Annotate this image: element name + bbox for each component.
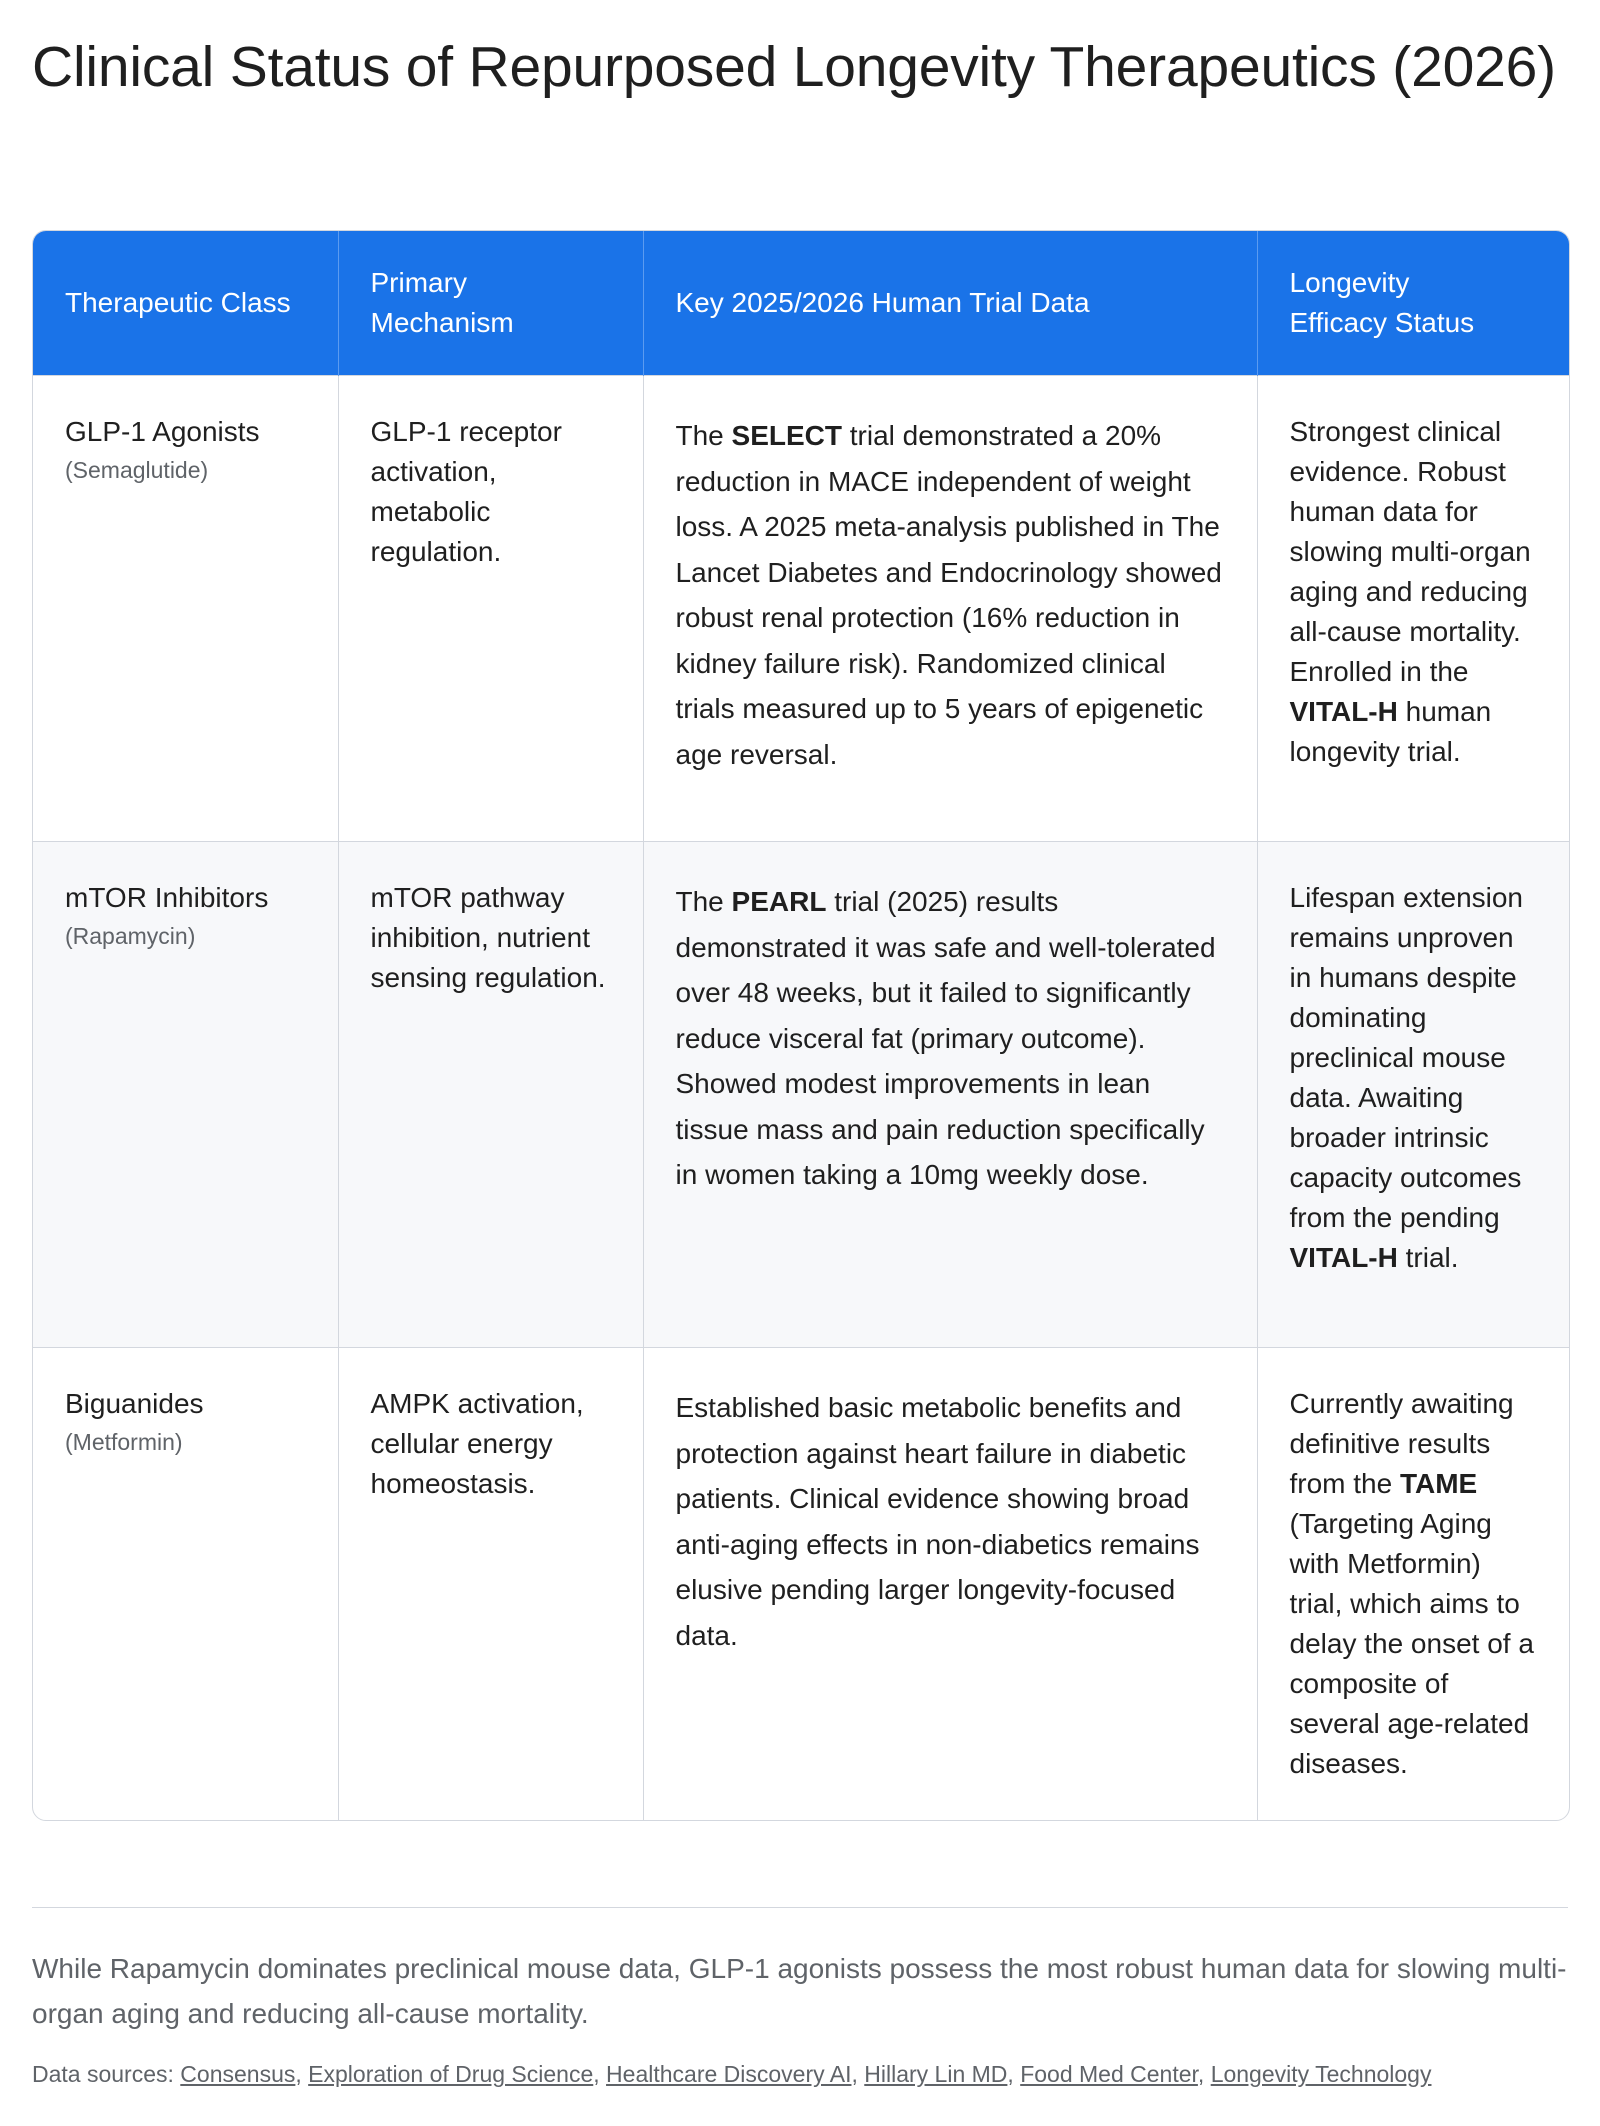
source-link-exploration-of-drug-science[interactable]: Exploration of Drug Science: [308, 2061, 594, 2087]
status-text: Strongest clinical evidence. Robust human data for slowing multi-organ aging and reducing all-cause mortality. Enrolled in the: [1289, 416, 1531, 687]
trial-text: The: [675, 420, 732, 451]
table-header-row: [33, 231, 1569, 376]
trial-text: The: [675, 886, 732, 917]
header-trial-data: Key 2025/2026 Human Trial Data: [643, 231, 1257, 376]
table-row: [33, 376, 1569, 842]
summary-text: While Rapamycin dominates preclinical mouse data, GLP-1 agonists possess the most robust human data for slowing multi-organ aging and reducing all-cause mortality.: [32, 1953, 1567, 2029]
status-trial-name: TAME: [1399, 1468, 1478, 1499]
mechanism-cell: AMPK activation, cellular energy homeostasis.: [338, 1348, 643, 1821]
trial-cell: [643, 842, 1257, 1348]
divider: [32, 1907, 1568, 1908]
status-cell: [1257, 842, 1569, 1348]
class-name: mTOR Inhibitors: [65, 882, 269, 913]
class-name: GLP-1 Agonists: [65, 416, 260, 447]
status-text: (Targeting Aging with Metformin) trial, which aims to delay the onset of a composite of several age-related diseases.: [1289, 1508, 1534, 1779]
header-therapeutic-class: Therapeutic Class: [33, 231, 338, 376]
trial-name: PEARL: [731, 886, 827, 917]
trial-name: SELECT: [731, 420, 842, 451]
sources-separator: ,: [1007, 2061, 1021, 2087]
header-efficacy-status: Longevity Efficacy Status: [1257, 231, 1569, 376]
page-title: Clinical Status of Repurposed Longevity Therapeutics (2026): [32, 35, 1556, 99]
status-trial-name: VITAL-H: [1289, 696, 1398, 727]
sources-separator: ,: [593, 2061, 607, 2087]
mechanism-cell: mTOR pathway inhibition, nutrient sensing regulation.: [338, 842, 643, 1348]
class-cell: [33, 1348, 338, 1821]
source-link-hillary-lin-md[interactable]: Hillary Lin MD: [864, 2061, 1008, 2087]
status-trial-name: VITAL-H: [1289, 1242, 1398, 1273]
table-row: [33, 842, 1569, 1348]
source-link-longevity-technology[interactable]: Longevity Technology: [1210, 2061, 1432, 2087]
status-cell: [1257, 1348, 1569, 1821]
trial-cell: [643, 1348, 1257, 1821]
data-sources: [32, 2056, 1592, 2092]
mechanism-cell: GLP-1 receptor activation, metabolic regulation.: [338, 376, 643, 842]
sources-separator: ,: [1197, 2061, 1211, 2087]
trial-text: trial demonstrated a 20% reduction in MACE independent of weight loss. A 2025 meta-analysis published in The Lancet Diabetes and Endocrinology showed robust renal protection (16% reduction in kidney failure risk). Randomized clinical trials measured up to 5 years of epigenetic age reversal.: [675, 420, 1222, 770]
class-cell: [33, 842, 338, 1348]
page: [32, 0, 1568, 2087]
trial-text: trial (2025) results demonstrated it was safe and well-tolerated over 48 weeks, but it failed to significantly reduce visceral fat (primary outcome). Showed modest improvements in lean tissue mass and pain reduction specifically in women taking a 10mg weekly dose.: [675, 886, 1216, 1190]
class-drug: (Metformin): [65, 1429, 183, 1455]
source-link-consensus[interactable]: Consensus: [180, 2061, 296, 2087]
source-link-food-med-center[interactable]: Food Med Center: [1020, 2061, 1198, 2087]
status-text: Lifespan extension remains unproven in humans despite dominating preclinical mouse data. Awaiting broader intrinsic capacity outcomes from the pending: [1289, 882, 1524, 1233]
table-row: [33, 1348, 1569, 1821]
sources-label: Data sources:: [32, 2061, 181, 2087]
sources-separator: ,: [295, 2061, 309, 2087]
therapeutics-table: [32, 230, 1570, 1821]
status-text: human longevity trial.: [1289, 696, 1492, 767]
header-primary-mechanism: Primary Mechanism: [338, 231, 643, 376]
status-text: trial.: [1397, 1242, 1459, 1273]
class-drug: (Semaglutide): [65, 457, 209, 483]
sources-separator: ,: [851, 2061, 865, 2087]
class-cell: [33, 376, 338, 842]
class-name: Biguanides: [65, 1388, 204, 1419]
class-drug: (Rapamycin): [65, 923, 196, 949]
status-cell: [1257, 376, 1569, 842]
trial-cell: [643, 376, 1257, 842]
source-link-healthcare-discovery-ai[interactable]: Healthcare Discovery AI: [606, 2061, 852, 2087]
trial-text: Established basic metabolic benefits and protection against heart failure in diabetic patients. Clinical evidence showing broad anti-aging effects in non-diabetics remains elusive pending larger longevity-focused data.: [675, 1392, 1200, 1651]
status-text: Currently awaiting definitive results from the: [1289, 1388, 1514, 1499]
